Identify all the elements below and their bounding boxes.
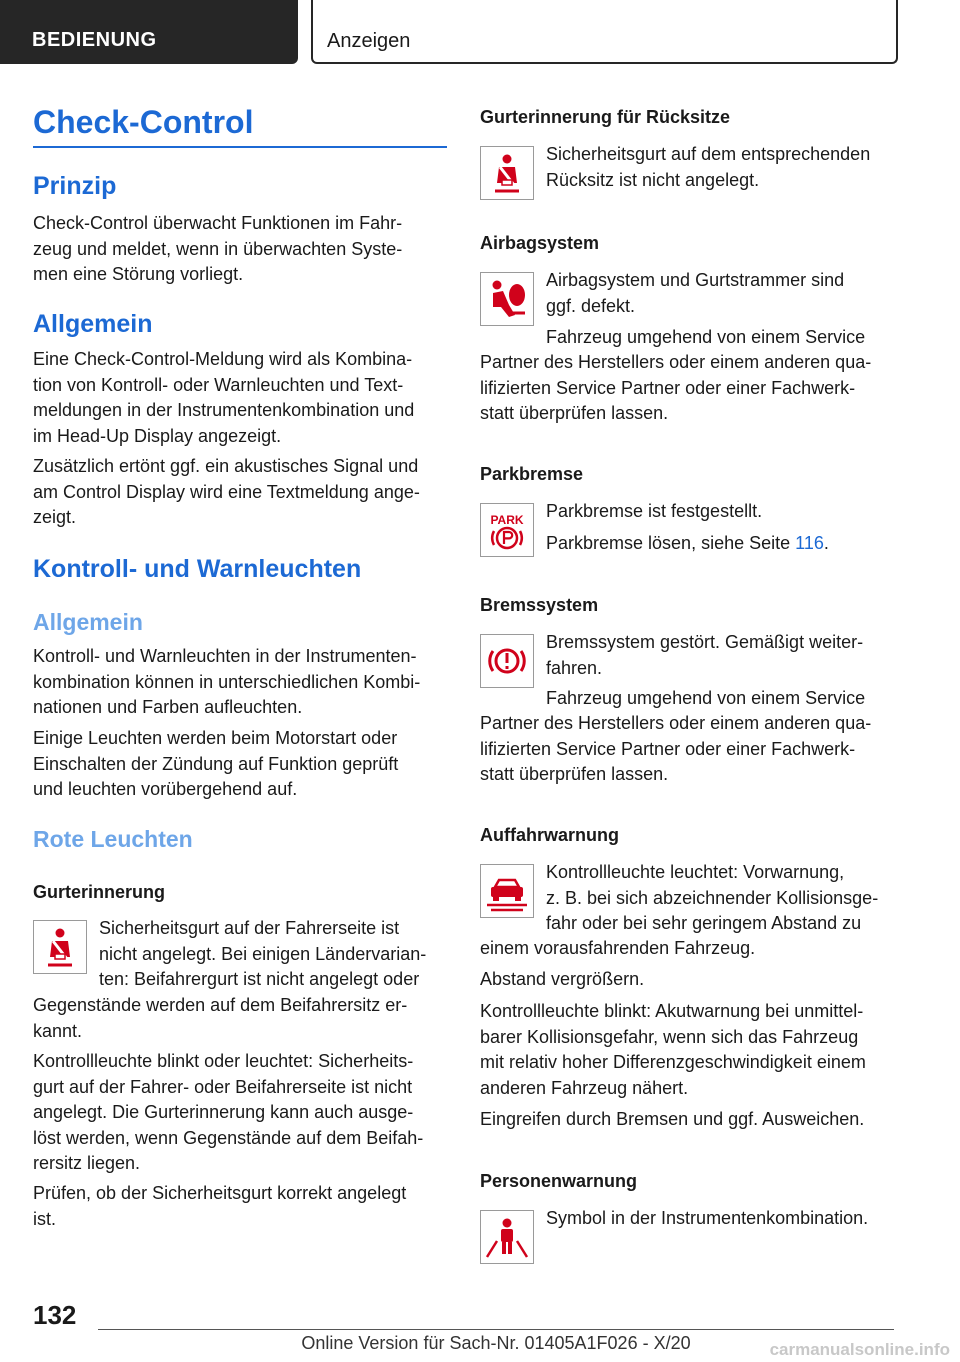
collision-text-1-cont: einem vorausfahrenden Fahrzeug.: [480, 938, 756, 958]
seatbelt-warning-icon: [33, 920, 87, 974]
online-version-note: Online Version für Sach-Nr. 01405A1F026 - X/20: [301, 1333, 691, 1353]
watermark: carmanualsonline.info: [769, 1340, 950, 1359]
page-link-116[interactable]: 116: [795, 533, 824, 553]
airbag-text-1: Airbagsystem und Gurtstrammer sind ggf. defekt.: [546, 270, 845, 316]
airbag-warning-icon: [480, 272, 534, 326]
collision-text-3: Kontrollleuchte blinkt: Akutwarnung bei unmittel- barer Kollisionsgefahr, wenn sich das Fahrzeug mit relativ hoher Differenzgeschwindigkeit einem anderen Fahrzeug nähert.: [480, 1001, 866, 1098]
park-text-2-end: .: [823, 533, 829, 553]
page-number: 132: [33, 1300, 77, 1330]
park-text-2-label: Parkbremse lösen, siehe Seite: [546, 533, 796, 553]
collision-text-2: Abstand vergrößern.: [480, 969, 645, 989]
brake-text-1: Bremssystem gestört. Gemäßigt weiter- fahren.: [546, 632, 864, 678]
airbag-text-2: Fahrzeug umgehend von einem Service: [546, 327, 866, 347]
heading-rear-belt: Gurterinnerung für Rücksitze: [480, 107, 731, 127]
belt-text-2: Kontrollleuchte blinkt oder leuchtet: Sicherheits- gurt auf der Fahrer- oder Beifahrerseite ist nicht angelegt. Die Gurterinnerung kann auch ausge- löst werden, wenn Gegenstände auf dem Beifah- rersitz liegen.: [33, 1051, 424, 1173]
heading-red-lights: Rote Leuchten: [33, 826, 193, 852]
collision-text-1: Kontrollleuchte leuchtet: Vorwarnung, z. B. bei sich abzeichnender Kollisionsge- fahr oder bei sehr geringem Abstand zu: [546, 862, 879, 933]
heading-general: Allgemein: [33, 310, 153, 338]
person-text: Symbol in der Instrumentenkombination.: [546, 1208, 869, 1228]
park-icon-label: PARK: [490, 513, 524, 527]
chapter-label: Anzeigen: [327, 30, 411, 52]
brake-text-2-cont: Partner des Herstellers oder einem anderen qua- lifizierten Service Partner oder einer Fachwerk- statt überprüfen lassen.: [480, 713, 872, 784]
belt-text-3: Prüfen, ob der Sicherheitsgurt korrekt angelegt ist.: [33, 1183, 407, 1229]
person-warning-icon: [480, 1210, 534, 1264]
footer-divider: [98, 1329, 894, 1330]
collision-warning-icon: [480, 864, 534, 918]
rear-seatbelt-warning-icon: [480, 146, 534, 200]
rear-belt-text: Sicherheitsgurt auf dem entsprechenden Rücksitz ist nicht angelegt.: [546, 144, 871, 190]
heading-lights: Kontroll- und Warnleuchten: [33, 555, 362, 583]
lights-text-2: Einige Leuchten werden beim Motorstart oder Einschalten der Zündung auf Funktion geprüft und leuchten vorübergehend auf.: [33, 728, 399, 799]
heading-brake-system: Bremssystem: [480, 595, 599, 615]
parking-brake-icon: [480, 503, 534, 557]
heading-belt-reminder: Gurterinnerung: [33, 882, 166, 902]
title-divider: [33, 146, 447, 148]
heading-principle: Prinzip: [33, 172, 117, 200]
brake-text-2: Fahrzeug umgehend von einem Service: [546, 688, 866, 708]
heading-lights-general: Allgemein: [33, 609, 143, 635]
section-label: BEDIENUNG: [32, 29, 157, 51]
collision-text-4: Eingreifen durch Bremsen und ggf. Ausweichen.: [480, 1109, 865, 1129]
general-text-2: Zusätzlich ertönt ggf. ein akustisches Signal und am Control Display wird eine Textmeldung ange- zeigt.: [33, 456, 420, 527]
heading-person-warning: Personenwarnung: [480, 1171, 638, 1191]
belt-text-1: Sicherheitsgurt auf der Fahrerseite ist nicht angelegt. Bei einigen Ländervarian- ten: Beifahrergurt ist nicht angelegt oder: [99, 918, 427, 989]
park-text-1: Parkbremse ist festgestellt.: [546, 501, 763, 521]
chapter-tab: [311, 0, 898, 64]
lights-text-1: Kontroll- und Warnleuchten in der Instrumenten- kombination können in unterschiedlichen Kombi- nationen und Farben aufleuchten.: [33, 646, 421, 717]
heading-parking-brake: Parkbremse: [480, 464, 584, 484]
page-title: Check-Control: [33, 104, 254, 140]
brake-warning-icon: [480, 634, 534, 688]
heading-collision-warning: Auffahrwarnung: [480, 825, 619, 845]
general-text-1: Eine Check-Control-Meldung wird als Kombina- tion von Kontroll- oder Warnleuchten und Text- meldungen in der Instrumentenkombination und im Head-Up Display angezeigt.: [33, 349, 415, 446]
park-text-2: [546, 531, 906, 557]
belt-text-1-cont: Gegenstände werden auf dem Beifahrersitz er- kannt.: [33, 995, 408, 1041]
section-tab: [0, 0, 298, 64]
heading-airbag: Airbagsystem: [480, 233, 600, 253]
airbag-text-2-cont: Partner des Herstellers oder einem anderen qua- lifizierten Service Partner oder einer Fachwerk- statt überprüfen lassen.: [480, 352, 872, 423]
principle-text: Check-Control überwacht Funktionen im Fahr- zeug und meldet, wenn in überwachten Syste- men eine Störung vorliegt.: [33, 213, 403, 284]
